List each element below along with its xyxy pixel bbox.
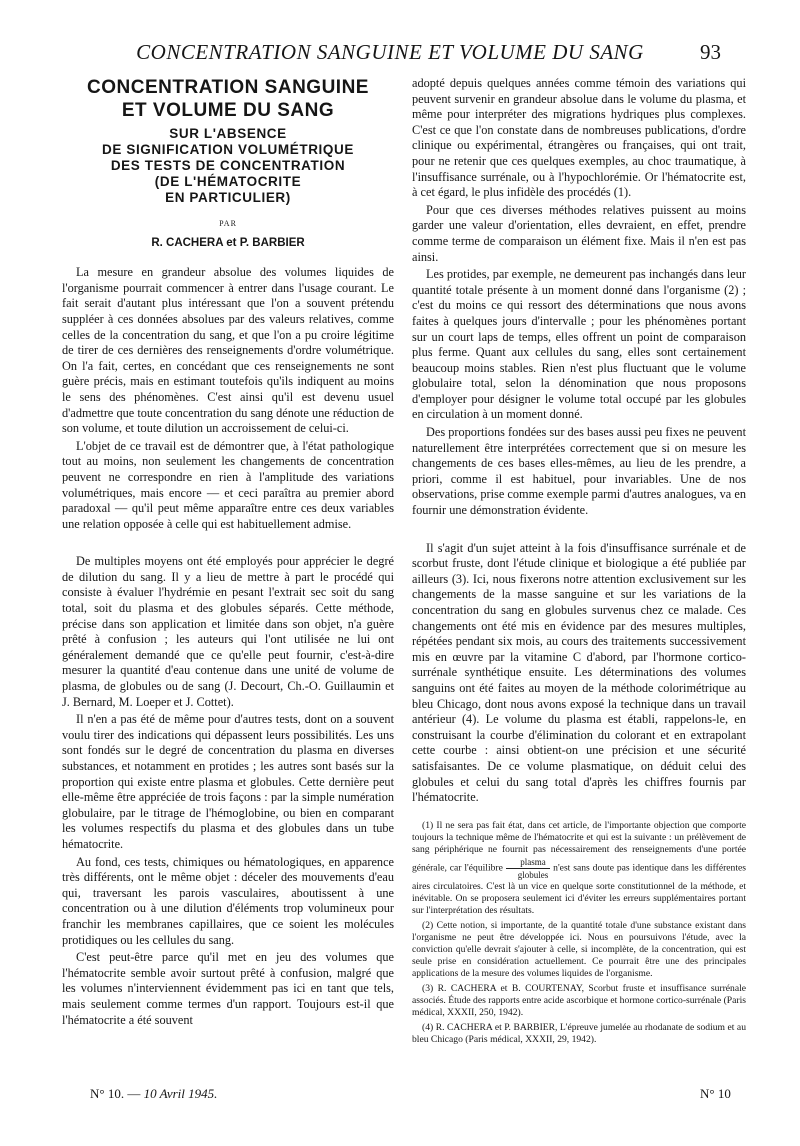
plasma-globules-fraction	[506, 856, 551, 881]
article-title-line1: CONCENTRATION SANGUINE	[87, 77, 369, 98]
footer-issue-number: N° 10. —	[90, 1086, 141, 1101]
authors: R. CACHERA et P. BARBIER	[151, 236, 305, 249]
paragraph: L'objet de ce travail est de démontrer que, à l'état pathologique tout au moins, non seulement les changements de concentration peuvent ne correspondre en rien à l'amplitude des variations volumétriques, mais encore — et ceci paraîtra au premier abord paradoxal — qu'il peut même apparaître entre ces deux variables une relation opposée à celle qui est habituellement admise.	[62, 438, 394, 531]
article-title	[62, 76, 394, 122]
paragraph: Pour que ces diverses méthodes relatives puissent au moins garder une valeur d'orientation, elles devraient, en effet, prendre comme terme de comparaison un élément fixe. Mais il n'en est pas ainsi.	[412, 202, 746, 264]
footnote-1-end: n'est sans doute pas identique dans les différentes aires circulatoires. C'est là un vice en quelque sorte constitutionnel de la méthode, et inévitable. On se proposera seulement ici d'éviter les erreurs supplémentaires portant sur l'interprétation des résultats.	[412, 862, 746, 916]
footnotes	[412, 820, 746, 1046]
paragraph: Il s'agit d'un sujet atteint à la fois d'insuffisance surrénale et de scorbut fruste, dont l'étude clinique et biologique a été publiée par ailleurs (3). Ici, nous fixerons notre attention exclusivement sur les changements de la masse sanguine et sur les variations de la concentration du sang en globules survenus chez ce malade. Ces changements ont été mis en évidence par des mesures multiples, répétées pendant six mois, au cours des traitements successivement mis en œuvre par la vitamine C d'abord, par l'hormone cortico-surrénale synthétique ensuite. Les déterminations des volumes sanguins ont été faites au moyen de la méthode colorimétrique au bleu Chicago, dont nous avons exposé la technique dans un travail antérieur (4). Le volume du plasma est établi, rappelons-le, en construisant la courbe d'élimination du colorant et en extrapolant cette courbe : ainsi obtient-on une précision et une sécurité satisfaisantes. De ce volume plasmatique, on déduit celui des globules et celui du sang total d'après les chiffres fournis par l'hématocrite.	[412, 540, 746, 805]
by-label: PAR	[219, 219, 237, 228]
paragraph: Au fond, ces tests, chimiques ou hématologiques, en apparence très différents, ont le même objet : déceler des mouvements d'eau qui, traversant les parois vasculaires, aboutissent à une concentration ou à une dilution d'éléments trop volumineux pour franchir les membranes capillaires, que ce soient les molécules protidiques ou les cellules du sang.	[62, 854, 394, 947]
footer-date: 10 Avril 1945.	[143, 1086, 218, 1101]
subtitle-line: DE SIGNIFICATION VOLUMÉTRIQUE	[102, 142, 354, 157]
running-head: CONCENTRATION SANGUINE ET VOLUME DU SANG	[136, 40, 644, 64]
left-column	[62, 76, 394, 1030]
paragraph: C'est peut-être parce qu'il met en jeu des volumes que l'hématocrite semble avoir surtout prêté à confusion, malgré que les volumes n'interviennent évidemment pas ici en tant que tels, mais seulement comme termes d'un rapport. Toujours est-il que l'hématocrite a été souvent	[62, 950, 394, 1027]
footnote-4: (4) R. CACHERA et P. BARBIER, L'épreuve jumelée au rhodanate de sodium et au bleu Chicago (Paris médical, XXXII, 29, 1942).	[412, 1021, 746, 1045]
footnote-2: (2) Cette notion, si importante, de la quantité totale d'une substance existant dans l'organisme ne peut être développée ici. Nous en poursuivons l'étude, avec la conviction qu'elle devrait s'ajouter à celle, si incomplète, de la concentration, qui est seule prise en considération actuellement. Ce pourrait être une des principales applications de la mesure des volumes liquides de l'organisme.	[412, 919, 746, 979]
paragraph: adopté depuis quelques années comme témoin des variations qui peuvent survenir en grandeur absolue dans le volume du plasma, et même pour interpréter des migrations hydriques plus complexes. C'est ce que l'on constate dans de nombreuses publications, d'ordre clinique ou expérimental, étrangères ou françaises, qui ont trait, pour ne retenir que ces quelques exemples, au choc traumatique, à l'insuffisance surrénale, ou à l'hypochlorémie. Or l'hématocrite est, à cet égard, le plus infidèle des procédés (1).	[412, 76, 746, 200]
fraction-denominator: globules	[517, 869, 549, 880]
subtitle-line: EN PARTICULIER)	[165, 190, 291, 205]
subtitle-line: SUR L'ABSENCE	[169, 126, 287, 141]
paragraph: La mesure en grandeur absolue des volumes liquides de l'organisme pourrait commencer à entrer dans l'usage courant. Le fait serait d'autant plus intéressant que l'on a souvent prétendu suppléer à ces données absolues par des valeurs relatives, comme celles de la concentration du sang, et que l'on a pu croire légitime de tirer de ces dernières des renseignements d'ordre volumétrique. On l'a fait, certes, en concédant que ces renseignements ne sont guère précis, mais en estimant toutefois qu'ils indiquent au moins le sens des phénomènes. C'est ainsi qu'il est devenu usuel d'admettre que toute concentration du sang dénote une réduction de son volume, et toute dilution un accroissement de celui-ci.	[62, 265, 394, 436]
subtitle-line: DES TESTS DE CONCENTRATION	[110, 158, 346, 173]
footer-issue-right: N° 10	[700, 1086, 731, 1101]
article-title-line2: ET VOLUME DU SANG	[121, 100, 335, 121]
subtitle-line: (DE L'HÉMATOCRITE	[154, 174, 302, 189]
paragraph: Il n'en a pas été de même pour d'autres tests, dont on a souvent voulu tirer des indications qui dépassent leurs possibilités. Les uns sont fondés sur le degré de concentration du plasma en diverses substances, et notamment en protides ; les autres sont basés sur la proportion qui existe entre plasma et globules. Cette dernière peut elle-même être appréciée de trois façons : par la simple numération globulaire, par le titrage de l'hémoglobine, ou bien en comparant les volumes respectifs du plasma et des globules dans un tube hématocrite.	[62, 712, 394, 851]
fraction-numerator: plasma	[506, 856, 551, 869]
footer-issue-date	[90, 1086, 217, 1102]
article-subtitle	[62, 126, 394, 206]
footnote-1	[412, 820, 746, 917]
paragraph: De multiples moyens ont été employés pour apprécier le degré de dilution du sang. Il y a lieu de mettre à part le procédé qui consiste à évaluer l'hydrémie en pesant l'extrait sec soit du sang total, soit du plasma et des globules séparés. Cette méthode, précise dans son application et limitée dans son objet, n'a guère prêté à confusion ; les auteurs qui l'ont utilisée ne lui ont généralement demandé que ce qu'elle peut fournir, c'est-à-dire mesurer la quantité d'eau contenue dans une unité de volume de plasma, de globules ou de sang (J. Decourt, Ch.-O. Guillaumin et J. Bernard, M. Loeper et J. Cottet).	[62, 554, 394, 709]
right-column	[412, 76, 746, 1049]
paragraph: Les protides, par exemple, ne demeurent pas inchangés dans leur quantité totale présente à un moment donné dans l'organisme (2) ; c'est du moins ce qui ressort des déterminations que nous avons faites à quelques jours d'intervalle ; pour les phénomènes portant sur un court laps de temps, elles offrent un point de comparaison plus ferme. Quant aux cellules du sang, elles sont certainement beaucoup moins stables. Rien n'est plus fluctuant que le volume globulaire total, selon la dénomination que nous proposons d'employer pour désigner le volume total occupé par les globules en circulation à un moment donné.	[412, 267, 746, 422]
paragraph: Des proportions fondées sur des bases aussi peu fixes ne peuvent naturellement être interprétées correctement que si on mesure les changements de ces bases elles-mêmes, au lieu de les prendre, a priori, comme il est habituel, pour invariables. Une de nos observations, prise comme exemple parmi d'autres analogues, va en fournir une démonstration évidente.	[412, 425, 746, 518]
page-number: 93	[700, 40, 721, 64]
footnote-3: (3) R. CACHERA et B. COURTENAY, Scorbut fruste et insuffisance surrénale associés. Étude des rapports entre acide ascorbique et hormone cortico-surrénale (Paris médical, XXXII, 250, 1942).	[412, 982, 746, 1018]
footnote-1-start: (1) Il ne sera pas fait état, dans cet article, de l'importante objection que comporte toujours la technique même de l'hématocrite et qui est la suivante : un prélèvement de sang périphérique ne fournit pas nécessairement des renseignements d'une portée générale, car l'équilibre	[412, 819, 746, 874]
